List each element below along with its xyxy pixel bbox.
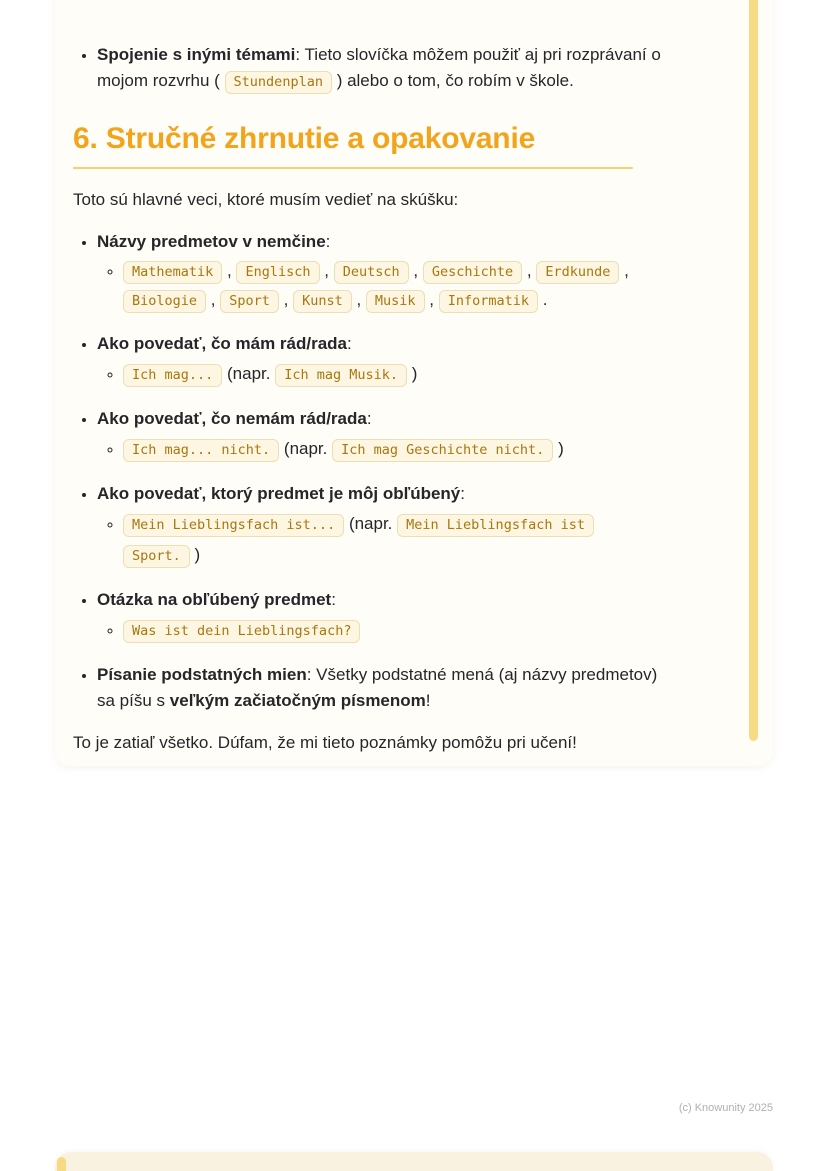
item-colon: : bbox=[460, 484, 465, 503]
context-bullet-list bbox=[73, 42, 723, 95]
example-label: (napr. bbox=[348, 514, 393, 533]
item-title: Otázka na obľúbený predmet bbox=[97, 590, 332, 609]
separator: , bbox=[356, 290, 362, 309]
list-item-question bbox=[97, 587, 723, 646]
subject-chip: Erdkunde bbox=[536, 261, 619, 284]
item-title: Ako povedať, ktorý predmet je môj obľúbený bbox=[97, 484, 461, 503]
subject-chip: Musik bbox=[366, 290, 425, 313]
pattern-sublist bbox=[97, 509, 723, 571]
item-text: : Všetky podstatné mená (aj názvy predmetov) bbox=[306, 665, 658, 684]
separator: , bbox=[429, 290, 435, 309]
item-text: ! bbox=[425, 691, 431, 710]
pattern-sublist bbox=[97, 434, 723, 465]
subject-chip: Informatik bbox=[439, 290, 538, 313]
item-text: mojom rozvrhu ( bbox=[97, 71, 220, 90]
list-item-favorite bbox=[97, 481, 723, 571]
item-text: : Tieto slovíčka môžem použiť aj pri rozprávaní o bbox=[295, 45, 661, 64]
next-card-accent-bar bbox=[57, 1157, 66, 1171]
list-item-like bbox=[97, 331, 723, 390]
pattern-example-item bbox=[123, 434, 723, 465]
example-label: (napr. bbox=[283, 439, 328, 458]
item-bold-text: veľkým začiatočným písmenom bbox=[169, 691, 426, 710]
next-page-card bbox=[55, 1152, 773, 1171]
item-title: Spojenie s inými témami bbox=[97, 45, 296, 64]
example-label: (napr. bbox=[227, 364, 271, 383]
separator: , bbox=[227, 261, 232, 280]
item-title: Ako povedať, čo mám rád/rada bbox=[97, 334, 348, 353]
chip-row-2 bbox=[123, 286, 723, 315]
copyright-text: (c) Knowunity 2025 bbox=[678, 1102, 773, 1114]
example-chip: Ich mag Musik. bbox=[275, 364, 407, 387]
card-accent-bar bbox=[749, 0, 758, 741]
item-text: sa píšu s bbox=[97, 691, 166, 710]
subject-chip: Englisch bbox=[236, 261, 319, 284]
example-chip: Ich mag Geschichte nicht. bbox=[332, 439, 553, 462]
subjects-chips-item bbox=[123, 257, 723, 315]
pattern-example-item bbox=[123, 359, 723, 390]
pattern-chip: Ich mag... bbox=[123, 364, 222, 387]
separator: . bbox=[542, 290, 548, 309]
pattern-chip: Ich mag... nicht. bbox=[123, 439, 279, 462]
subject-chip: Sport bbox=[220, 290, 279, 313]
question-chip-item bbox=[123, 615, 723, 646]
separator: , bbox=[413, 261, 419, 280]
item-colon: : bbox=[366, 409, 372, 428]
item-title: Ako povedať, čo nemám rád/rada bbox=[97, 409, 367, 428]
item-colon: : bbox=[325, 232, 331, 251]
pattern-example-item bbox=[123, 509, 643, 571]
list-item-dislike bbox=[97, 406, 723, 465]
subject-chip: Geschichte bbox=[423, 261, 522, 284]
example-chip: Mein Lieblingsfach ist Sport. bbox=[123, 514, 594, 568]
closing-paragraph: To je zatiaľ všetko. Dúfam, že mi tieto poznámky pomôžu pri učení! bbox=[73, 733, 577, 752]
document-card bbox=[55, 0, 773, 766]
close-paren: ) bbox=[194, 545, 201, 564]
list-item-subject-names bbox=[97, 229, 723, 315]
separator: , bbox=[210, 290, 216, 309]
subject-chip: Deutsch bbox=[334, 261, 409, 284]
section-heading: 6. Stručné zhrnutie a opakovanie bbox=[73, 122, 536, 155]
subject-chip: Mathematik bbox=[123, 261, 222, 284]
question-chip: Was ist dein Lieblingsfach? bbox=[123, 620, 360, 643]
separator: , bbox=[624, 261, 629, 280]
list-item-capitalization bbox=[97, 662, 723, 714]
subjects-sublist bbox=[97, 257, 723, 315]
heading-underline bbox=[73, 167, 633, 169]
item-colon: : bbox=[331, 590, 336, 609]
close-paren: ) bbox=[411, 364, 418, 383]
item-title: Písanie podstatných mien bbox=[97, 665, 307, 684]
lead-paragraph: Toto sú hlavné veci, ktoré musím vedieť na skúšku: bbox=[73, 190, 459, 209]
pattern-sublist bbox=[97, 615, 723, 646]
item-text: ) alebo o tom, čo robím v škole. bbox=[336, 71, 574, 90]
chip-row-1 bbox=[123, 257, 723, 286]
separator: , bbox=[526, 261, 532, 280]
separator: , bbox=[324, 261, 329, 280]
pattern-sublist bbox=[97, 359, 723, 390]
subject-chip: Kunst bbox=[293, 290, 352, 313]
pattern-chip: Mein Lieblingsfach ist... bbox=[123, 514, 344, 537]
list-item-connections bbox=[97, 42, 723, 95]
summary-list bbox=[73, 229, 723, 714]
close-paren: ) bbox=[558, 439, 564, 458]
item-colon: : bbox=[347, 334, 352, 353]
code-chip-stundenplan: Stundenplan bbox=[225, 71, 332, 94]
separator: , bbox=[283, 290, 289, 309]
item-title: Názvy predmetov v nemčine bbox=[97, 232, 326, 251]
subject-chip: Biologie bbox=[123, 290, 206, 313]
